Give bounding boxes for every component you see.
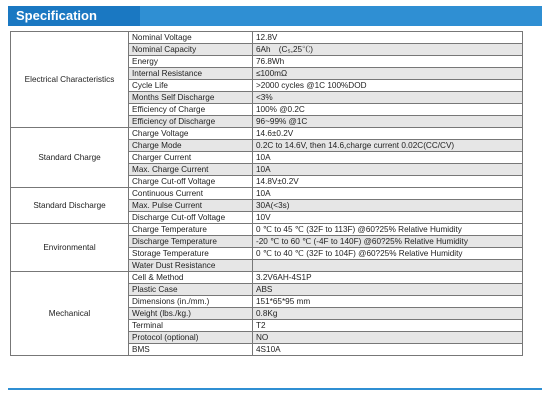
parameter-cell: Continuous Current <box>129 188 253 200</box>
value-cell <box>253 260 523 272</box>
value-cell: 10A <box>253 188 523 200</box>
value-cell: 6Ah (C₅,25℃) <box>253 44 523 56</box>
value-cell: 14.6±0.2V <box>253 128 523 140</box>
value-cell: T2 <box>253 320 523 332</box>
parameter-cell: Terminal <box>129 320 253 332</box>
parameter-cell: Max. Pulse Current <box>129 200 253 212</box>
parameter-cell: Nominal Voltage <box>129 32 253 44</box>
table-row <box>11 32 523 44</box>
parameter-cell: Cycle Life <box>129 80 253 92</box>
parameter-cell: Charge Voltage <box>129 128 253 140</box>
parameter-cell: Protocol (optional) <box>129 332 253 344</box>
parameter-cell: Storage Temperature <box>129 248 253 260</box>
footer-divider <box>8 388 542 390</box>
value-cell: 3.2V6AH-4S1P <box>253 272 523 284</box>
spec-table-body <box>11 32 523 356</box>
parameter-cell: Charge Temperature <box>129 224 253 236</box>
value-cell: >2000 cycles @1C 100%DOD <box>253 80 523 92</box>
parameter-cell: Charger Current <box>129 152 253 164</box>
parameter-cell: Dimensions (in./mm.) <box>129 296 253 308</box>
parameter-cell: Discharge Cut-off Voltage <box>129 212 253 224</box>
value-cell: 10A <box>253 152 523 164</box>
value-cell: -20 ℃ to 60 ℃ (-4F to 140F) @60?25% Relative Humidity <box>253 236 523 248</box>
value-cell: 12.8V <box>253 32 523 44</box>
parameter-cell: Cell & Method <box>129 272 253 284</box>
parameter-cell: Energy <box>129 56 253 68</box>
category-cell: Standard Discharge <box>11 188 129 224</box>
table-row <box>11 188 523 200</box>
parameter-cell: Discharge Temperature <box>129 236 253 248</box>
value-cell: 10A <box>253 164 523 176</box>
value-cell: 0 ℃ to 45 ℃ (32F to 113F) @60?25% Relative Humidity <box>253 224 523 236</box>
value-cell: 76.8Wh <box>253 56 523 68</box>
spec-table <box>10 31 523 356</box>
parameter-cell: BMS <box>129 344 253 356</box>
table-row <box>11 224 523 236</box>
parameter-cell: Months Self Discharge <box>129 92 253 104</box>
value-cell: 0 ℃ to 40 ℃ (32F to 104F) @60?25% Relative Humidity <box>253 248 523 260</box>
value-cell: <3% <box>253 92 523 104</box>
value-cell: 151*65*95 mm <box>253 296 523 308</box>
value-cell: 100% @0.2C <box>253 104 523 116</box>
value-cell: 4S10A <box>253 344 523 356</box>
value-cell: NO <box>253 332 523 344</box>
value-cell: 96~99% @1C <box>253 116 523 128</box>
table-row <box>11 128 523 140</box>
parameter-cell: Weight (lbs./kg.) <box>129 308 253 320</box>
parameter-cell: Plastic Case <box>129 284 253 296</box>
value-cell: 0.2C to 14.6V, then 14.6,charge current 0.02C(CC/CV) <box>253 140 523 152</box>
parameter-cell: Charge Cut-off Voltage <box>129 176 253 188</box>
table-row <box>11 272 523 284</box>
parameter-cell: Efficiency of Discharge <box>129 116 253 128</box>
parameter-cell: Nominal Capacity <box>129 44 253 56</box>
parameter-cell: Efficiency of Charge <box>129 104 253 116</box>
value-cell: 14.8V±0.2V <box>253 176 523 188</box>
page-title: Specification <box>8 6 140 26</box>
parameter-cell: Internal Resistance <box>129 68 253 80</box>
category-cell: Electrical Characteristics <box>11 32 129 128</box>
parameter-cell: Max. Charge Current <box>129 164 253 176</box>
category-cell: Environmental <box>11 224 129 272</box>
value-cell: 10V <box>253 212 523 224</box>
parameter-cell: Charge Mode <box>129 140 253 152</box>
value-cell: 30A(<3s) <box>253 200 523 212</box>
value-cell: 0.8Kg <box>253 308 523 320</box>
category-cell: Mechanical <box>11 272 129 356</box>
parameter-cell: Water Dust Resistance <box>129 260 253 272</box>
value-cell: ABS <box>253 284 523 296</box>
category-cell: Standard Charge <box>11 128 129 188</box>
value-cell: ≤100mΩ <box>253 68 523 80</box>
